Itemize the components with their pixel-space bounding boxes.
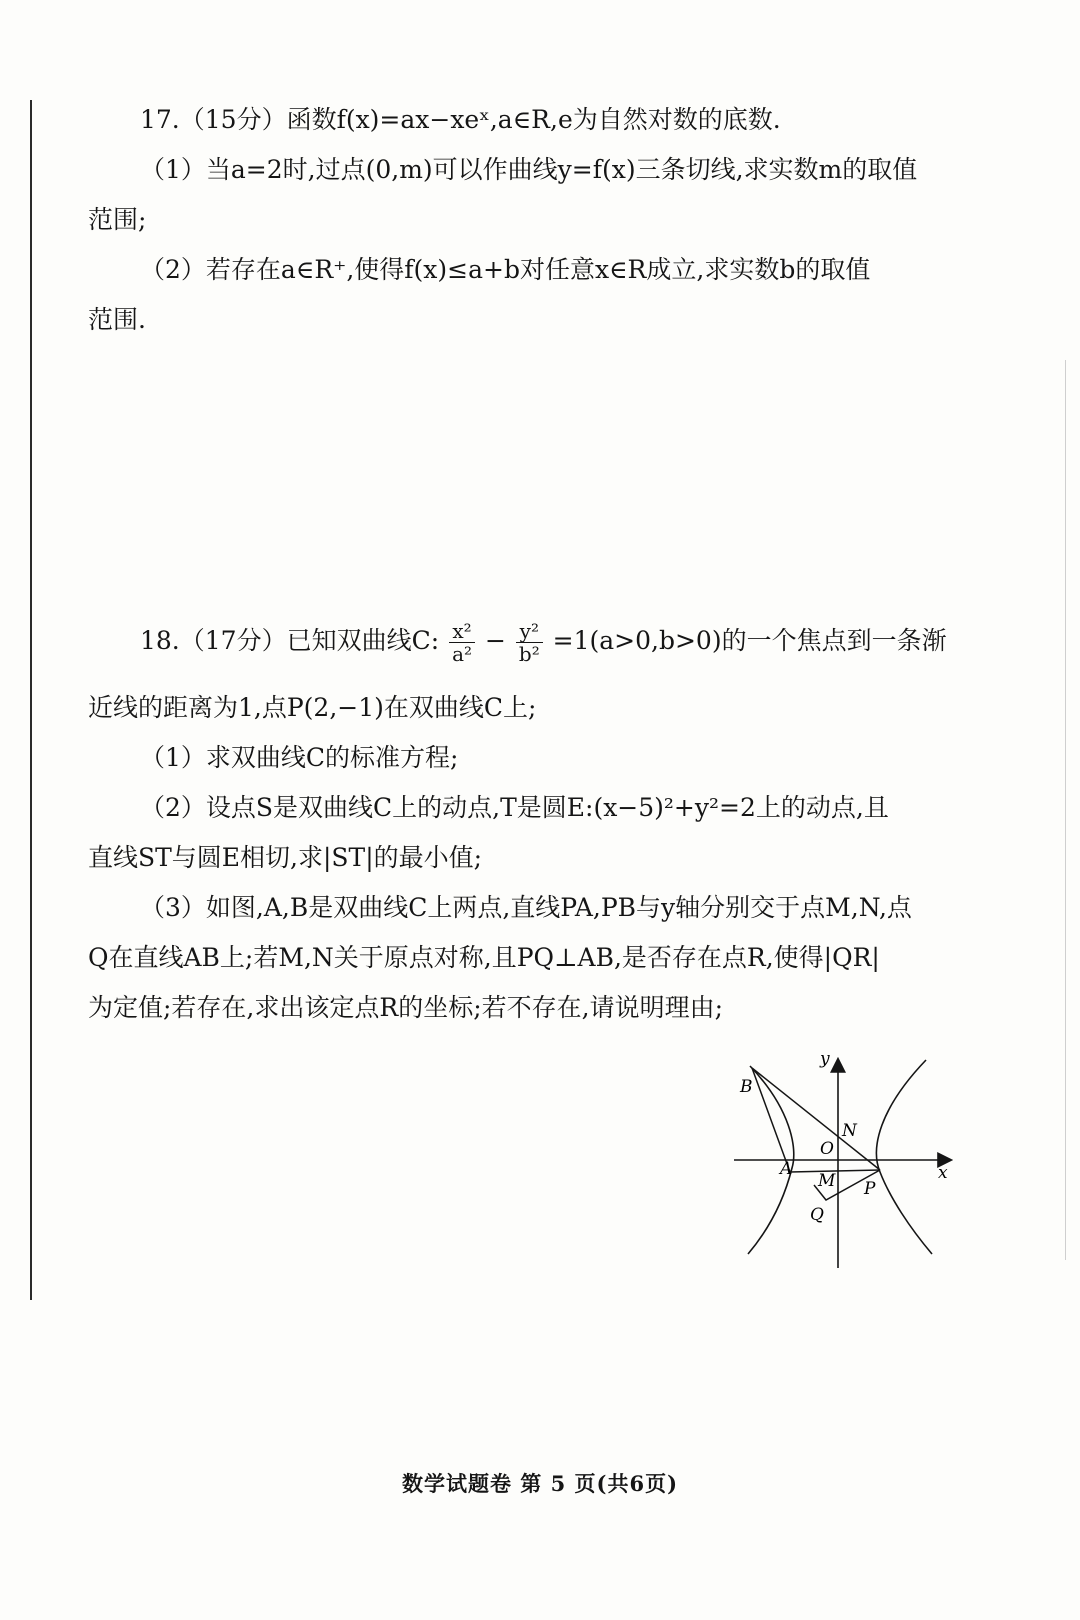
label-P: P bbox=[864, 1179, 876, 1199]
page-footer: 数学试题卷 第 5 页(共6页) bbox=[401, 1471, 679, 1496]
q18-stem-a: 18.（17分）已知双曲线C: bbox=[140, 626, 440, 655]
q18-stem-b: =1(a>0,b>0)的一个焦点到一条渐 bbox=[552, 626, 947, 655]
q18-part2-cont: 直线ST与圆E相切,求|ST|的最小值; bbox=[88, 843, 483, 872]
frac1-denominator: a² bbox=[452, 642, 473, 666]
q17-part2: （2）若存在a∈R⁺,使得f(x)≤a+b对任意x∈R成立,求实数b的取值 bbox=[140, 255, 871, 284]
label-M: M bbox=[818, 1171, 836, 1191]
q18-part3: （3）如图,A,B是双曲线C上两点,直线PA,PB与y轴分别交于点M,N,点 bbox=[140, 893, 912, 922]
q17-part1-cont: 范围; bbox=[88, 205, 147, 234]
label-x: x bbox=[938, 1163, 948, 1183]
binding-margin-line bbox=[30, 100, 32, 1300]
q18-part3-cont2: 为定值;若存在,求出该定点R的坐标;若不存在,请说明理由; bbox=[88, 993, 723, 1022]
page-edge-line bbox=[1065, 360, 1066, 1260]
hyperbola-figure bbox=[740, 1049, 980, 1298]
q18-stem bbox=[140, 620, 947, 665]
label-A: A bbox=[780, 1159, 793, 1179]
frac2-numerator: y² bbox=[516, 620, 543, 643]
q18-part1: （1）求双曲线C的标准方程; bbox=[140, 743, 459, 772]
frac2-denominator: b² bbox=[518, 642, 540, 666]
right-hyperbola-branch bbox=[876, 1060, 932, 1254]
q18-stem-cont: 近线的距离为1,点P(2,−1)在双曲线C上; bbox=[88, 693, 537, 722]
q17-part2-cont: 范围. bbox=[88, 305, 146, 334]
label-Q: Q bbox=[810, 1205, 824, 1225]
minus-sign: − bbox=[484, 626, 506, 655]
fraction-y2-b2 bbox=[516, 620, 543, 665]
label-N: N bbox=[842, 1121, 857, 1141]
q18-part3-cont1: Q在直线AB上;若M,N关于原点对称,且PQ⊥AB,是否存在点R,使得|QR| bbox=[88, 943, 880, 972]
q17-stem: 17.（15分）函数f(x)=ax−xeˣ,a∈R,e为自然对数的底数. bbox=[140, 105, 781, 134]
q18-part2: （2）设点S是双曲线C上的动点,T是圆E:(x−5)²+y²=2上的动点,且 bbox=[140, 793, 889, 822]
fraction-x2-a2 bbox=[449, 620, 475, 665]
label-B: B bbox=[740, 1077, 753, 1097]
label-y: y bbox=[820, 1049, 830, 1069]
label-O: O bbox=[820, 1139, 834, 1159]
frac1-numerator: x² bbox=[449, 620, 475, 643]
q17-part1: （1）当a=2时,过点(0,m)可以作曲线y=f(x)三条切线,求实数m的取值 bbox=[140, 155, 918, 184]
